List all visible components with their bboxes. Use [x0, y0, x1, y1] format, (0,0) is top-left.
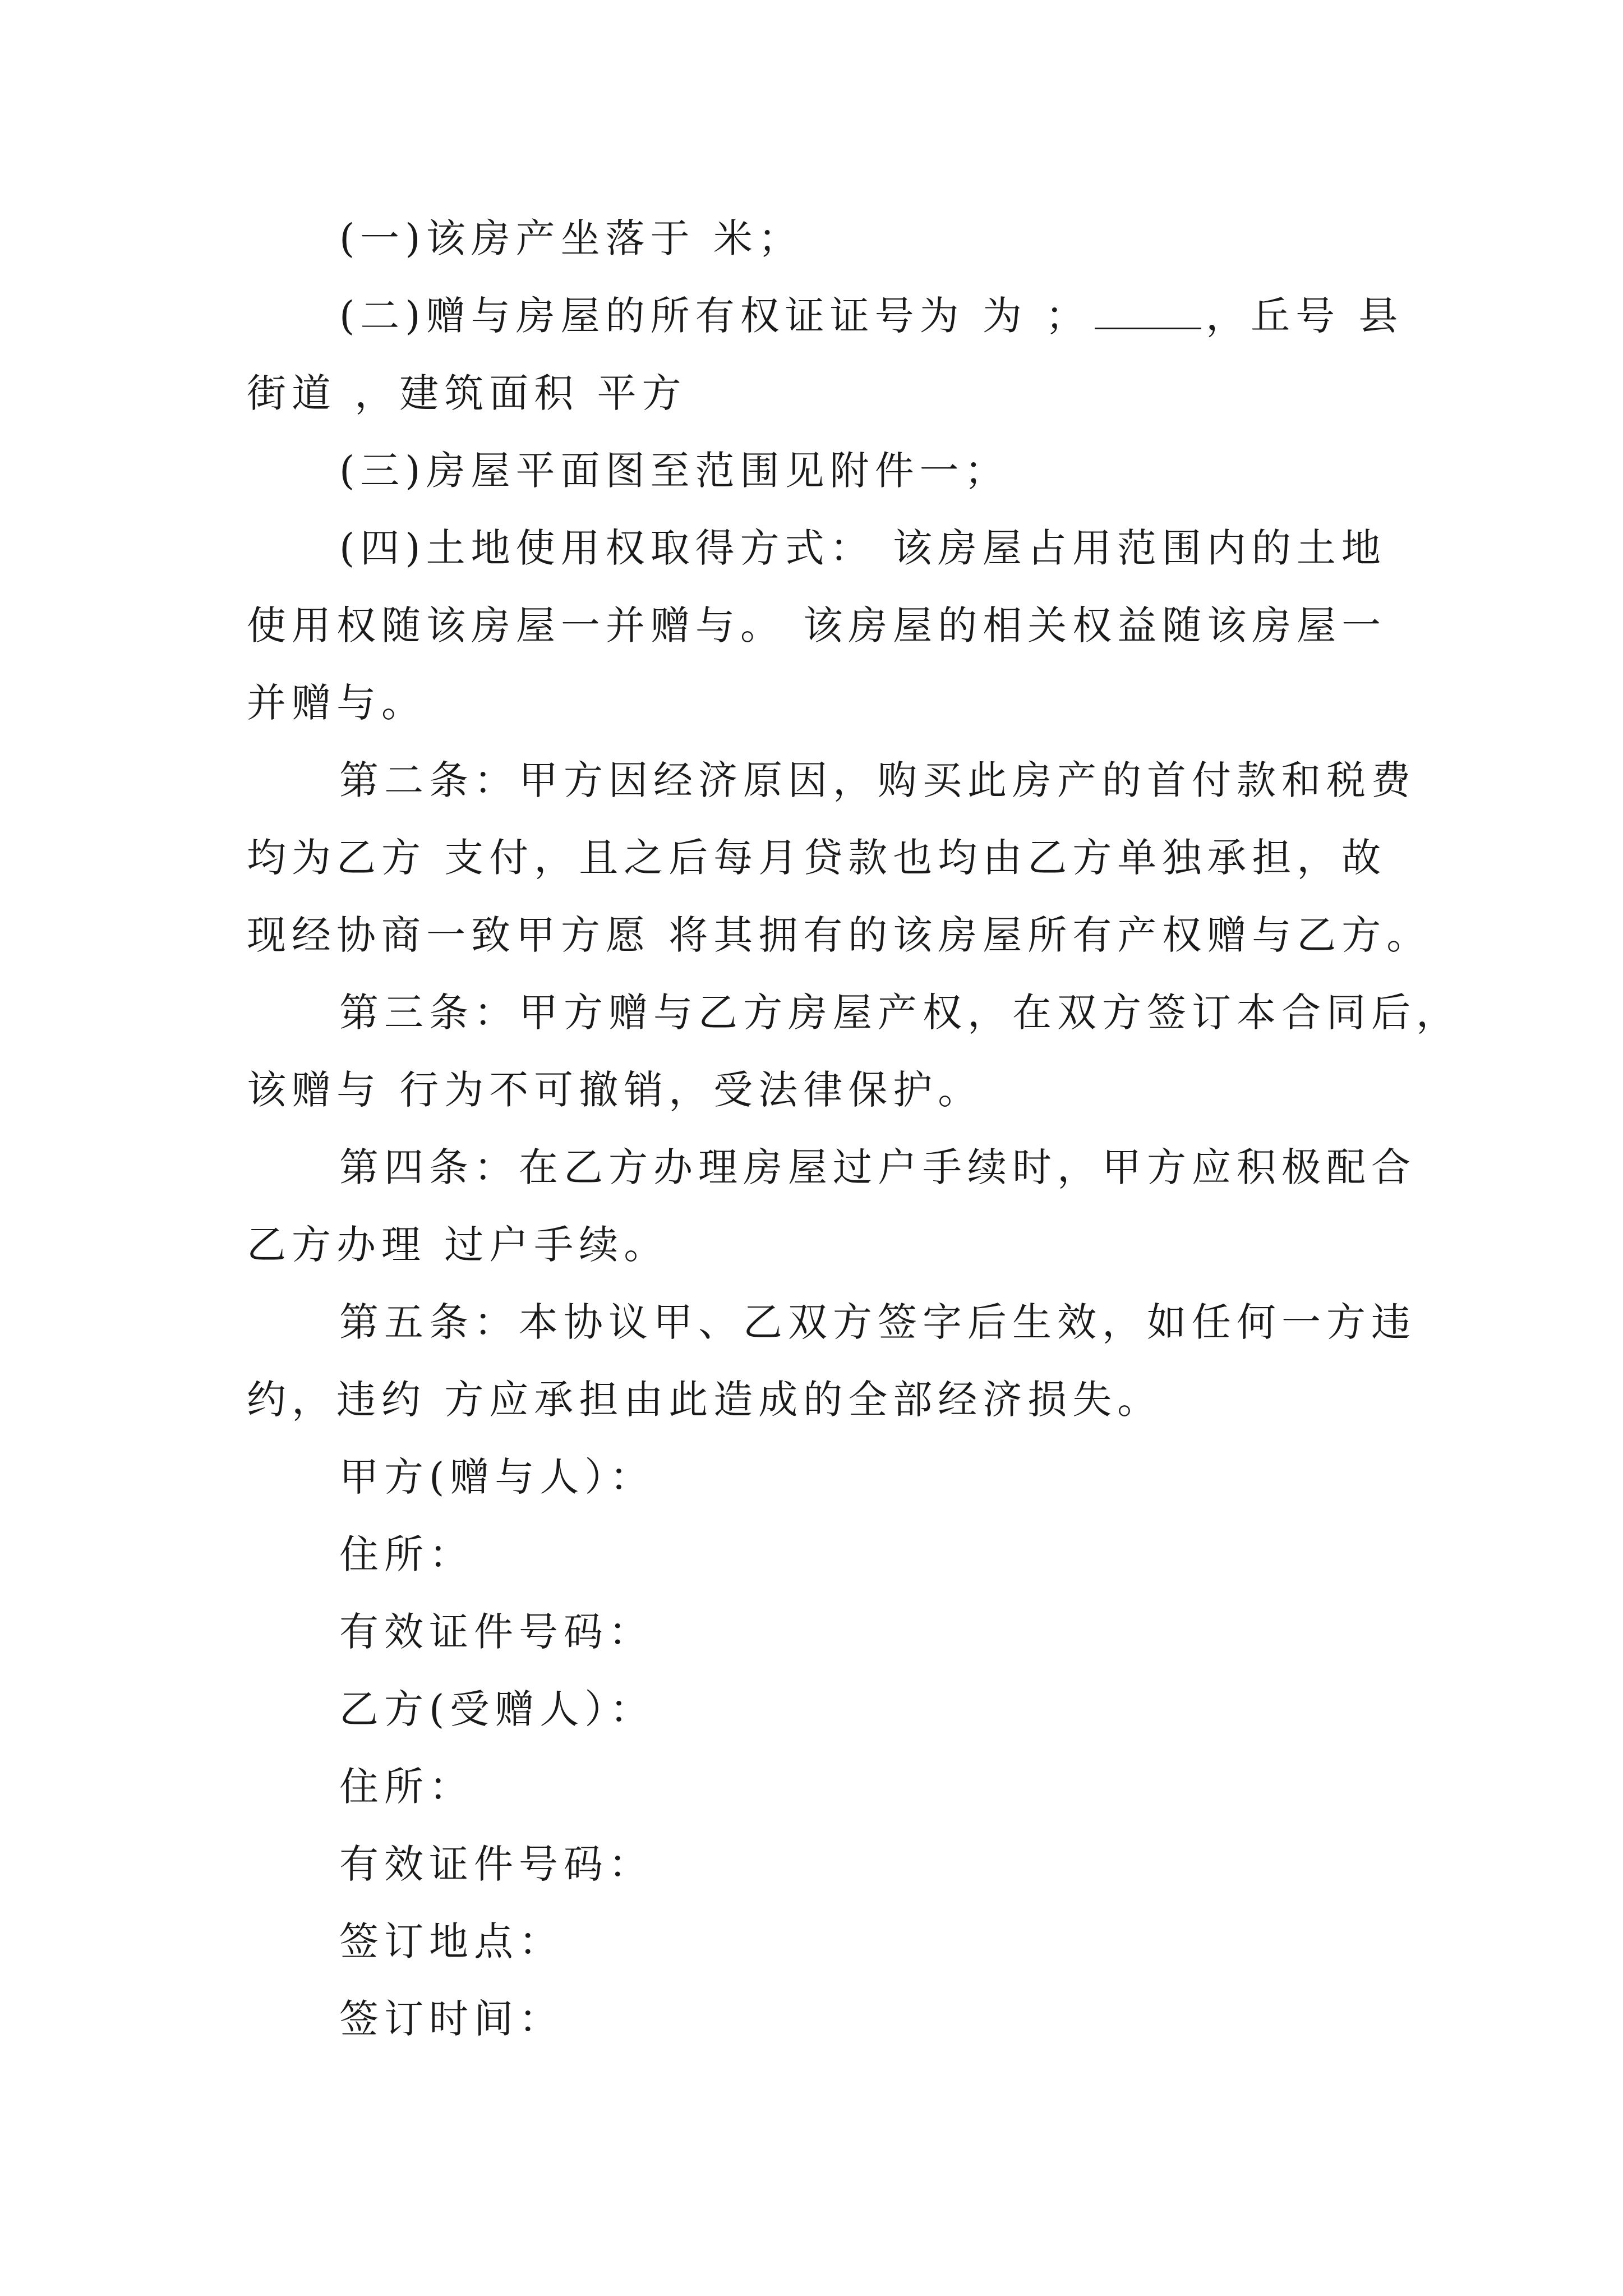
donee-address-label: 住所：	[339, 1764, 474, 1810]
article-5-line-1: 第五条：本协议甲、乙双方签字后生效，如任何一方违	[339, 1299, 1416, 1345]
clause-1-4-line-1: (四)土地使用权取得方式： 该房屋占用范围内的土地	[339, 525, 1386, 571]
fill-in-blank	[1095, 322, 1201, 329]
clause-1-4-line-3: 并赠与。	[247, 680, 426, 726]
article-2-line-1: 第二条：甲方因经济原因，购买此房产的首付款和税费	[339, 757, 1416, 803]
article-5-line-2: 约，违约 方应承担由此造成的全部经济损失。	[247, 1377, 1163, 1423]
clause-1-2-line-1	[339, 293, 1404, 339]
article-2-line-2: 均为乙方 支付，且之后每月贷款也均由乙方单独承担，故	[247, 835, 1387, 881]
donee-id-label: 有效证件号码：	[339, 1841, 653, 1887]
clause-1-2-line-2: 街道 ，建筑面积 平方	[247, 370, 687, 416]
donor-id-label: 有效证件号码：	[339, 1609, 653, 1655]
article-4-line-2: 乙方办理 过户手续。	[247, 1222, 669, 1268]
donee-label: 乙方(受赠人）：	[339, 1686, 655, 1732]
donor-address-label: 住所：	[339, 1531, 474, 1577]
article-4-line-1: 第四条：在乙方办理房屋过户手续时，甲方应积极配合	[339, 1144, 1416, 1190]
article-3-line-2: 该赠与 行为不可撤销，受法律保护。	[247, 1067, 983, 1113]
clause-1-3: (三)房屋平面图至范围见附件一；	[339, 448, 1009, 494]
article-3-line-1: 第三条：甲方赠与乙方房屋产权，在双方签订本合同后，	[339, 990, 1461, 1036]
clause-1-4-line-2: 使用权随该房屋一并赠与。 该房屋的相关权益随该房屋一	[247, 602, 1387, 648]
donor-label: 甲方(赠与人）：	[339, 1454, 655, 1500]
article-2-line-3: 现经协商一致甲方愿 将其拥有的该房屋所有产权赠与乙方。	[247, 912, 1432, 958]
clause-1-2-text: (二)赠与房屋的所有权证证号为 为 ；	[339, 293, 1091, 339]
clause-1-1: (一)该房产坐落于 米；	[339, 215, 803, 261]
signing-time-label: 签订时间：	[339, 1996, 564, 2042]
signing-place-label: 签订地点：	[339, 1918, 564, 1964]
clause-1-2-text-end: ，丘号 县	[1206, 293, 1404, 339]
